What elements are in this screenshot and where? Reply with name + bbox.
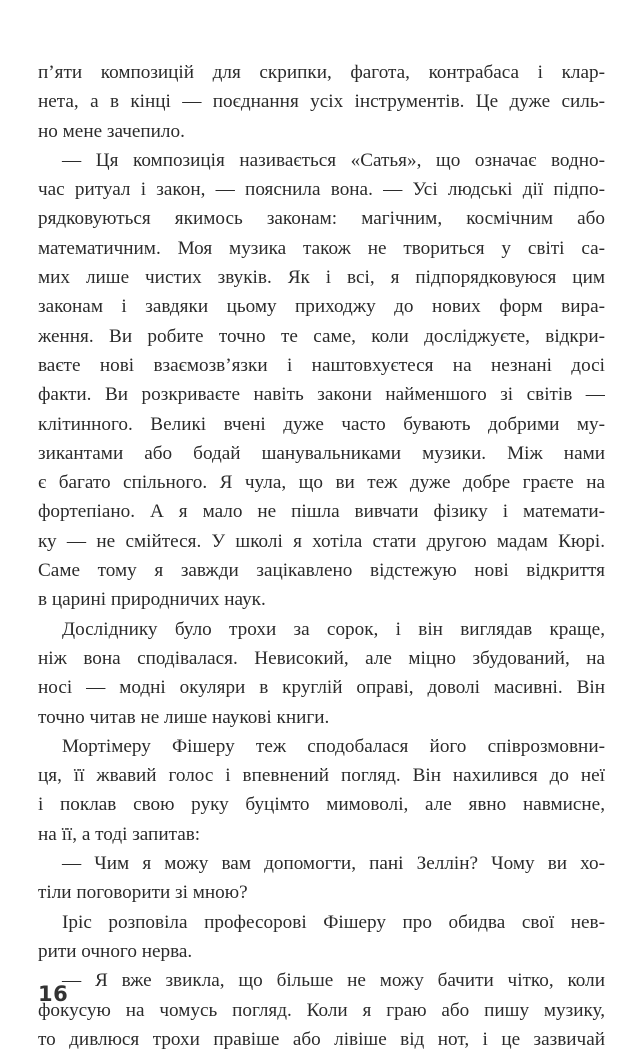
text-line: на її, а тоді запитав:	[38, 823, 201, 845]
text-line: тіли поговорити зі мною?	[38, 882, 248, 904]
text-line: мих лише чистих звуків. Як і всі, я підпорядковуюся цим	[38, 267, 605, 289]
text-line: Іріс розповіла професорові Фішеру про обидва свої нев-	[62, 911, 605, 933]
text-line: факти. Ви розкриваєте навіть закони найменшого зі світів —	[38, 384, 605, 406]
text-line: ку — не смійтеся. У школі я хотіла стати другою мадам Кюрі.	[38, 530, 605, 552]
text-line: є багато спільного. Я чула, що ви теж дуже добре граєте на	[38, 472, 605, 494]
text-line: Саме тому я завжди зацікавлено відстежую нові відкриття	[38, 560, 605, 582]
page-number: 16	[38, 982, 69, 1006]
text-line: рити очного нерва.	[38, 940, 193, 962]
text-line: ваєте нові взаємозв’язки і наштовхуєтеся на незнані досі	[38, 354, 605, 376]
text-line: нета, а в кінці — поєднання усіх інструментів. Це дуже силь-	[38, 91, 605, 113]
text-line: — Ця композиція називається «Сатья», що означає водно-	[62, 149, 605, 171]
text-line: но мене зачепило.	[38, 120, 185, 142]
text-line: зикантами або бодай шанувальниками музики. Між нами	[38, 442, 605, 464]
text-line: і поклав свою руку буцімто мимоволі, але явно навмисне,	[38, 794, 605, 816]
text-line: математичним. Моя музика також не твориться у світі са-	[38, 237, 605, 259]
text-line: ця, її жвавий голос і впевнений погляд. Він нахилився до неї	[38, 765, 605, 787]
text-line: — Чим я можу вам допомогти, пані Зеллін? Чому ви хо-	[62, 853, 605, 875]
text-line: носі — модні окуляри в круглій оправі, доволі масивні. Він	[38, 677, 605, 699]
text-line: Досліднику було трохи за сорок, і він виглядав краще,	[62, 618, 605, 640]
text-line: законам і завдяки цьому приходжу до нових форм вира-	[38, 296, 605, 318]
text-line: Мортімеру Фішеру теж сподобалася його співрозмовни-	[62, 735, 605, 757]
text-line: ніж вона сподівалася. Невисокий, але міцно збудований, на	[38, 647, 605, 669]
text-line: точно читав не лише наукові книги.	[38, 706, 330, 728]
text-line: п’яти композицій для скрипки, фагота, контрабаса і клар-	[38, 62, 605, 83]
text-line: фокусую на чомусь погляд. Коли я граю або пишу музику,	[38, 999, 605, 1021]
text-line: ження. Ви робите точно те саме, коли досліджуєте, відкри-	[38, 325, 605, 347]
body-text	[38, 58, 605, 1054]
text-line: рядковуються якимось законам: магічним, космічним або	[38, 208, 605, 230]
text-line: час ритуал і закон, — пояснила вона. — Усі людські дії підпо-	[38, 179, 605, 201]
text-line: — Я вже звикла, що більше не можу бачити чітко, коли	[62, 970, 605, 992]
text-line: клітинного. Великі вчені дуже часто бувають добрими му-	[38, 413, 605, 435]
text-line: фортепіано. А я мало не пішла вивчати фізику і математи-	[38, 501, 605, 523]
text-line: в царині природничих наук.	[38, 589, 266, 611]
text-line: то дивлюся трохи правіше або лівіше від нот, і це зазвичай	[38, 1028, 605, 1050]
